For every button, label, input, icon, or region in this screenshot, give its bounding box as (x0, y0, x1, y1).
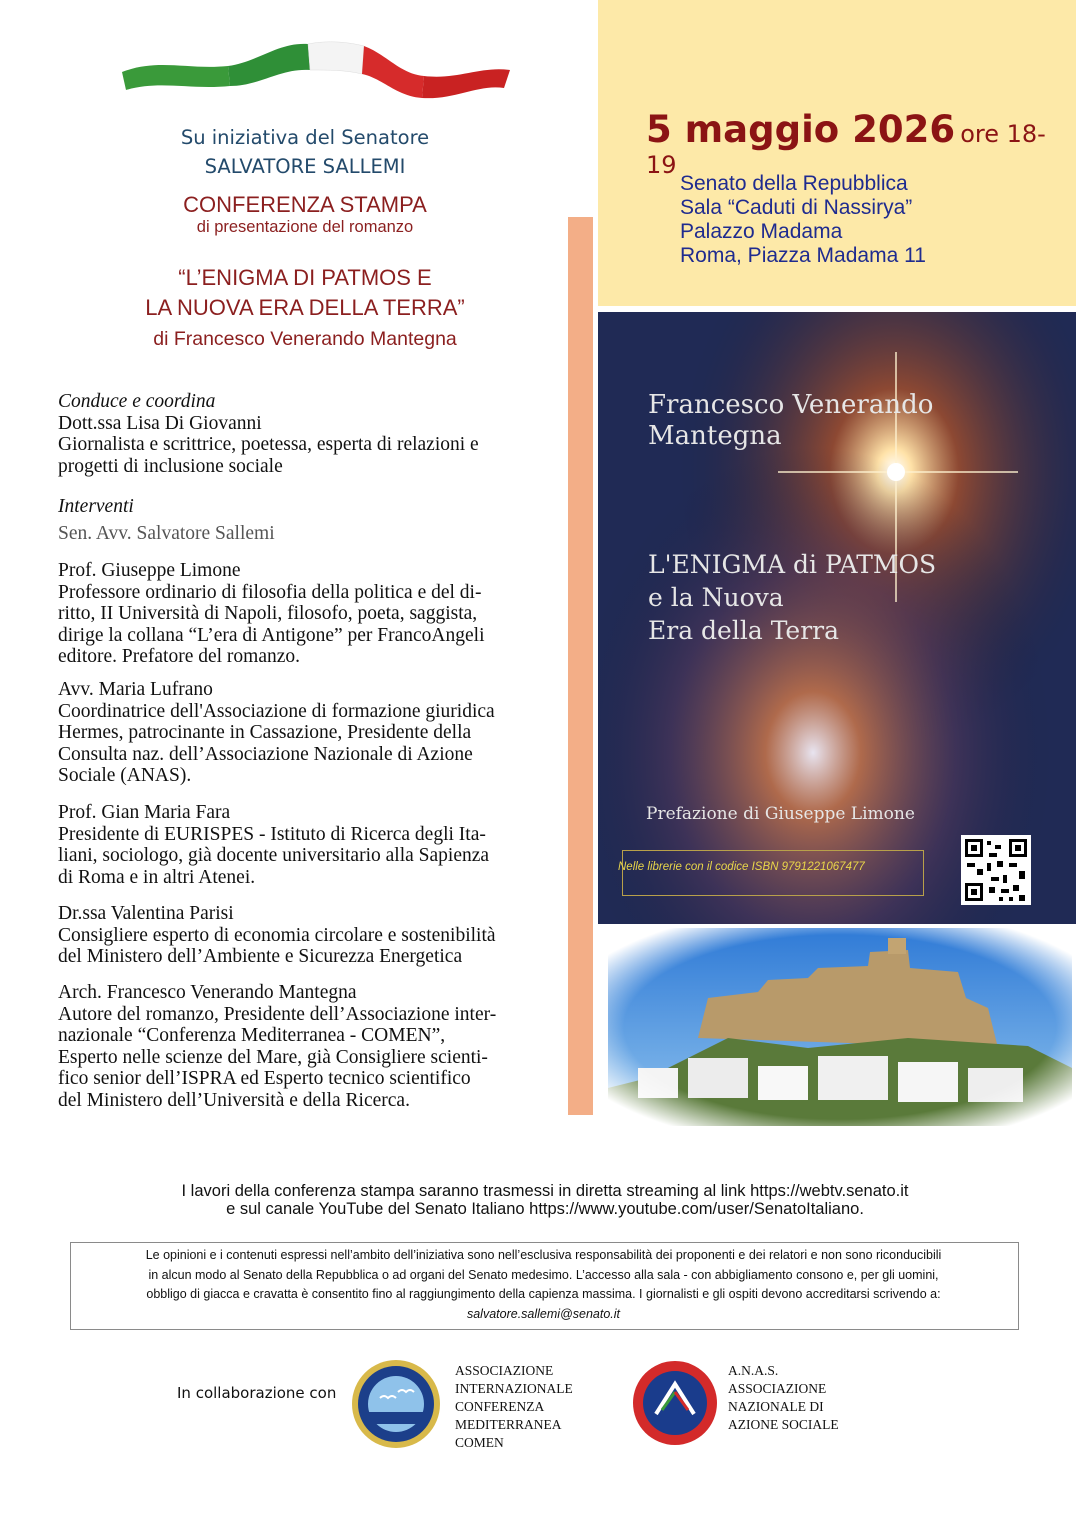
speaker-name: Avv. Maria Lufrano (58, 679, 213, 700)
assoc-line: CONFERENZA (455, 1399, 545, 1414)
speaker-desc: di Roma e in altri Atenei. (58, 866, 256, 888)
novel-title-line1: “L’ENIGMA DI PATMOS E (178, 265, 432, 290)
speaker-block (58, 903, 556, 968)
speaker-desc: del Ministero dell’Università e della Ricerca. (58, 1089, 410, 1111)
assoc-line: MEDITERRANEA (455, 1417, 562, 1432)
disclaimer-email[interactable]: salvatore.sallemi@senato.it (466, 1306, 621, 1321)
moderator-label: Conduce e coordina (58, 391, 216, 412)
cover-author-line: Mantegna (648, 421, 782, 451)
disclaimer-line: Le opinioni e i contenuti espressi nell’ambito dell’iniziativa sono nell’esclusiva responsabilità dei proponenti e dei relatori e non sono riconducibili (145, 1248, 942, 1262)
conference-subtitle: di presentazione del romanzo (196, 218, 414, 236)
cover-author-line: Francesco Venerando (648, 390, 934, 420)
cover-title-line: e la Nuova (648, 583, 784, 612)
event-date (646, 108, 1076, 179)
event-venue (680, 172, 926, 268)
cover-preface: Prefazione di Giuseppe Limone (646, 804, 915, 824)
speaker-desc: Presidente di EURISPES - Istituto di Ricerca degli Ita- (58, 823, 486, 845)
speaker-desc: del Ministero dell’Ambiente e Sicurezza Energetica (58, 946, 463, 967)
speaker-block (58, 560, 556, 668)
novel-author: di Francesco Venerando Mantegna (153, 328, 457, 350)
anas-name (728, 1362, 839, 1434)
speaker-name: Arch. Francesco Venerando Mantegna (58, 982, 357, 1003)
cover-title-line: L'ENIGMA di PATMOS (648, 550, 937, 579)
speakers-header (58, 496, 556, 544)
moderator-name: Dott.ssa Lisa Di Giovanni (58, 412, 262, 434)
assoc-line: AZIONE SOCIALE (728, 1417, 839, 1432)
speaker-desc: liani, sociologo, già docente universitario alla Sapienza (58, 845, 490, 866)
collaboration-label: In collaborazione con (177, 1384, 337, 1402)
event-time: ore 18-19 (646, 120, 1046, 179)
date-day: 5 maggio 2026 (646, 108, 956, 151)
venue-line: Sala “Caduti di Nassirya” (680, 196, 913, 219)
cover-author (648, 390, 933, 452)
assoc-line: A.N.A.S. (728, 1363, 779, 1378)
venue-line: Senato della Repubblica (680, 172, 908, 195)
speaker-desc: Professore ordinario di filosofia della politica e del di- (58, 581, 482, 603)
cover-title (648, 548, 936, 647)
moderator-block (58, 391, 556, 477)
speaker-desc: Consulta naz. dell’Associazione Nazionale di Azione (58, 743, 473, 765)
italian-flag-ribbon (118, 36, 514, 106)
speaker-desc: Esperto nelle scienze del Mare, già Consigliere scienti- (58, 1046, 488, 1068)
book-cover-image (598, 312, 1076, 924)
streaming-line2: e sul canale YouTube del Senato Italiano https://www.youtube.com/user/SenatoItaliano. (226, 1200, 864, 1218)
disclaimer-line: obbligo di giacca e cravatta è consentito fino al raggiungimento della capienza massima. I giornalisti e gli ospiti devono accreditarsi scrivendo a: (146, 1287, 941, 1301)
assoc-line: ASSOCIAZIONE (728, 1381, 827, 1396)
decorative-bar (568, 217, 593, 1115)
speaker-block (58, 802, 556, 888)
assoc-line: NAZIONALE DI (728, 1399, 824, 1414)
speaker-block (58, 982, 556, 1111)
disclaimer-text (80, 1246, 1007, 1324)
qr-code-icon[interactable] (961, 835, 1031, 905)
comen-name (455, 1362, 573, 1452)
assoc-line: ASSOCIAZIONE (455, 1363, 554, 1378)
cover-title-line: Era della Terra (648, 616, 840, 645)
senator-name: SALVATORE SALLEMI (204, 155, 406, 178)
speakers-label: Interventi (58, 496, 134, 517)
venue-line: Roma, Piazza Madama 11 (680, 244, 926, 267)
assoc-line: INTERNAZIONALE (455, 1381, 573, 1396)
speaker-name: Prof. Giuseppe Limone (58, 560, 241, 581)
patmos-monastery-image (608, 928, 1072, 1126)
speaker-desc: ritto, II Università di Napoli, filosofo, poeta, saggista, (58, 603, 478, 624)
speaker-block (58, 679, 556, 787)
speaker-name: Dr.ssa Valentina Parisi (58, 903, 234, 924)
isbn-box (622, 850, 924, 896)
novel-title-line2: LA NUOVA ERA DELLA TERRA” (145, 295, 465, 320)
speaker-desc: fico senior dell’ISPRA ed Esperto tecnico scientifico (58, 1068, 471, 1089)
speaker-desc: Sociale (ANAS). (58, 765, 192, 786)
speaker-desc: dirige la collana “L’era di Antigone” per FrancoAngeli (58, 624, 485, 646)
anas-logo (632, 1360, 718, 1446)
speaker-name: Prof. Gian Maria Fara (58, 802, 231, 823)
speakers-intro: Sen. Avv. Salvatore Sallemi (58, 522, 275, 544)
moderator-desc: progetti di inclusione sociale (58, 455, 283, 477)
disclaimer-line: in alcun modo al Senato della Repubblica o ad organi del Senato medesimo. L’accesso alla sala - con abbigliamento consono e, per gli uomini, (148, 1267, 939, 1282)
speaker-desc: editore. Prefatore del romanzo. (58, 646, 301, 667)
speaker-desc: Hermes, patrocinante in Cassazione, Presidente della (58, 722, 472, 743)
speaker-desc: Consigliere esperto di economia circolare e sostenibilità (58, 924, 496, 946)
moderator-desc: Giornalista e scrittrice, poetessa, esperta di relazioni e (58, 434, 479, 455)
speaker-desc: Coordinatrice dell'Associazione di formazione giuridica (58, 700, 495, 722)
streaming-line1: I lavori della conferenza stampa saranno trasmessi in diretta streaming al link https://webtv.senato.it (181, 1182, 909, 1200)
conference-title: CONFERENZA STAMPA (183, 192, 427, 217)
speaker-desc: Autore del romanzo, Presidente dell’Associazione inter- (58, 1003, 497, 1025)
venue-line: Palazzo Madama (680, 220, 843, 243)
speaker-desc: nazionale “Conferenza Mediterranea - COMEN”, (58, 1025, 446, 1046)
comen-logo (350, 1358, 442, 1450)
assoc-line: COMEN (455, 1435, 504, 1450)
initiative-line: Su iniziativa del Senatore (180, 126, 430, 149)
isbn-note: Nelle librerie con il codice ISBN 9791221067477 (618, 861, 865, 873)
